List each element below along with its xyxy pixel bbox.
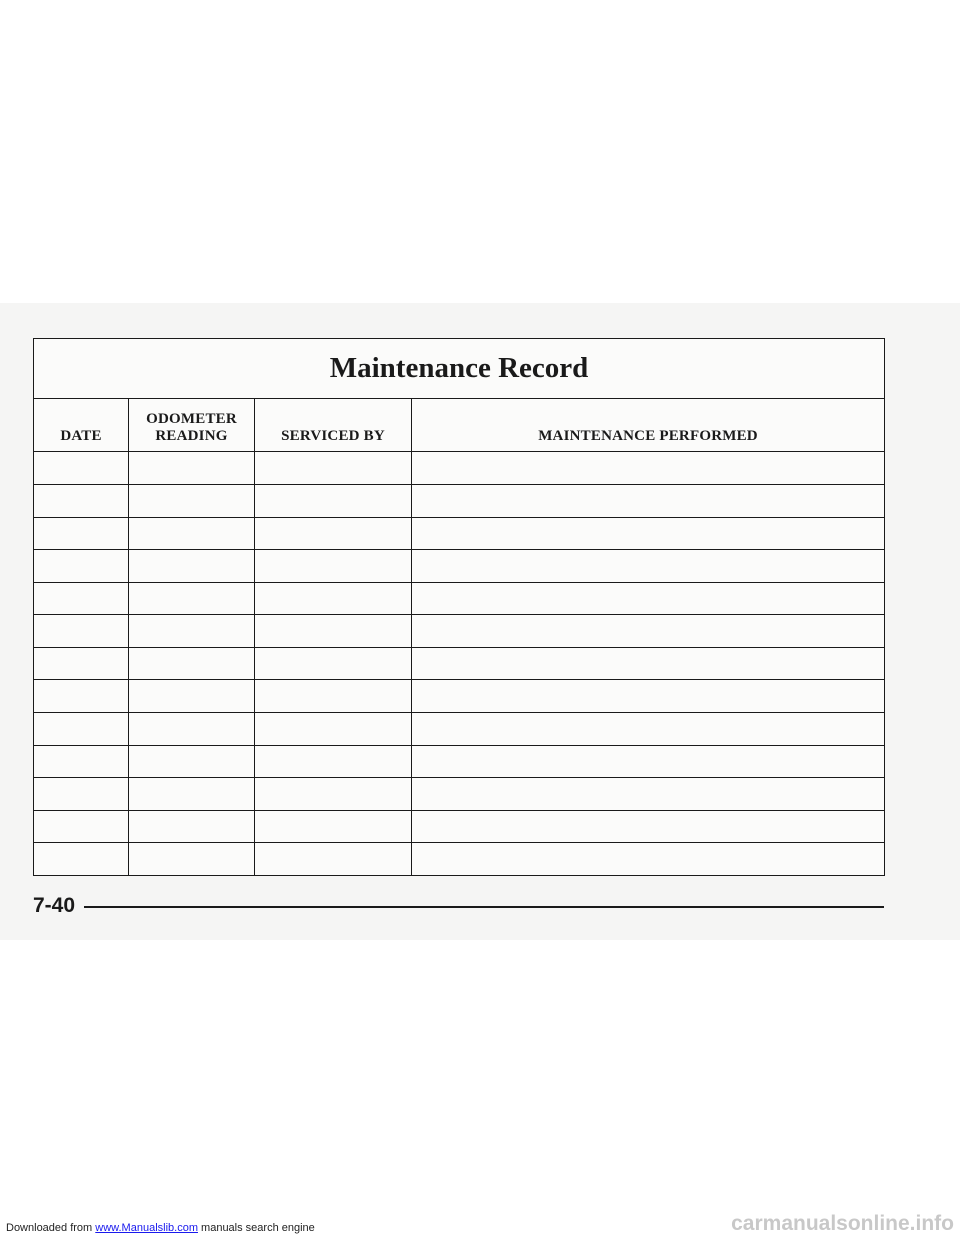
odometer-cell [129,843,255,876]
table-row [34,582,885,615]
date-cell [34,647,129,680]
maintenance-performed-cell [412,550,885,583]
table-row [34,485,885,518]
table-row [34,712,885,745]
maintenance-performed-cell [412,778,885,811]
serviced-by-cell [255,550,412,583]
column-header-row [34,398,885,452]
serviced-by-cell [255,485,412,518]
manualslib-link[interactable]: www.Manualslib.com [95,1222,198,1234]
table-row [34,745,885,778]
maintenance-performed-cell [412,647,885,680]
serviced-by-cell [255,452,412,485]
odometer-cell [129,550,255,583]
maintenance-performed-cell [412,745,885,778]
maintenance-record-table [33,338,885,876]
date-cell [34,745,129,778]
column-header-maintenance-performed: MAINTENANCE PERFORMED [412,398,885,452]
odometer-cell [129,712,255,745]
serviced-by-cell [255,843,412,876]
date-cell [34,843,129,876]
odometer-cell [129,647,255,680]
serviced-by-cell [255,517,412,550]
serviced-by-cell [255,778,412,811]
odometer-cell [129,615,255,648]
serviced-by-cell [255,745,412,778]
date-cell [34,810,129,843]
table-row [34,452,885,485]
table-row [34,517,885,550]
date-cell [34,550,129,583]
odometer-cell [129,810,255,843]
table-row [34,778,885,811]
maintenance-performed-cell [412,680,885,713]
table-row [34,647,885,680]
column-header-odometer: ODOMETER READING [129,398,255,452]
odometer-cell [129,582,255,615]
table-row [34,615,885,648]
date-cell [34,485,129,518]
maintenance-performed-cell [412,485,885,518]
serviced-by-cell [255,582,412,615]
date-cell [34,778,129,811]
column-header-serviced-by: SERVICED BY [255,398,412,452]
date-cell [34,712,129,745]
footer-prefix: Downloaded from [6,1222,96,1234]
page-number: 7-40 [33,894,76,917]
serviced-by-cell [255,680,412,713]
table-row [34,810,885,843]
column-header-date: DATE [34,398,129,452]
odometer-cell [129,517,255,550]
maintenance-performed-cell [412,582,885,615]
odometer-cell [129,778,255,811]
date-cell [34,680,129,713]
odometer-cell [129,745,255,778]
maintenance-performed-cell [412,843,885,876]
maintenance-performed-cell [412,615,885,648]
table-title: Maintenance Record [34,339,885,399]
serviced-by-cell [255,647,412,680]
table-row [34,843,885,876]
date-cell [34,582,129,615]
page-rule [84,906,884,908]
maintenance-performed-cell [412,452,885,485]
maintenance-performed-cell [412,517,885,550]
serviced-by-cell [255,810,412,843]
odometer-cell [129,485,255,518]
maintenance-performed-cell [412,712,885,745]
watermark-text: carmanualsonline.info [731,1212,954,1235]
date-cell [34,452,129,485]
table-row [34,550,885,583]
maintenance-performed-cell [412,810,885,843]
date-cell [34,517,129,550]
serviced-by-cell [255,712,412,745]
serviced-by-cell [255,615,412,648]
download-footer [6,1222,315,1234]
odometer-cell [129,452,255,485]
table-row [34,680,885,713]
date-cell [34,615,129,648]
odometer-cell [129,680,255,713]
footer-suffix: manuals search engine [197,1222,315,1234]
